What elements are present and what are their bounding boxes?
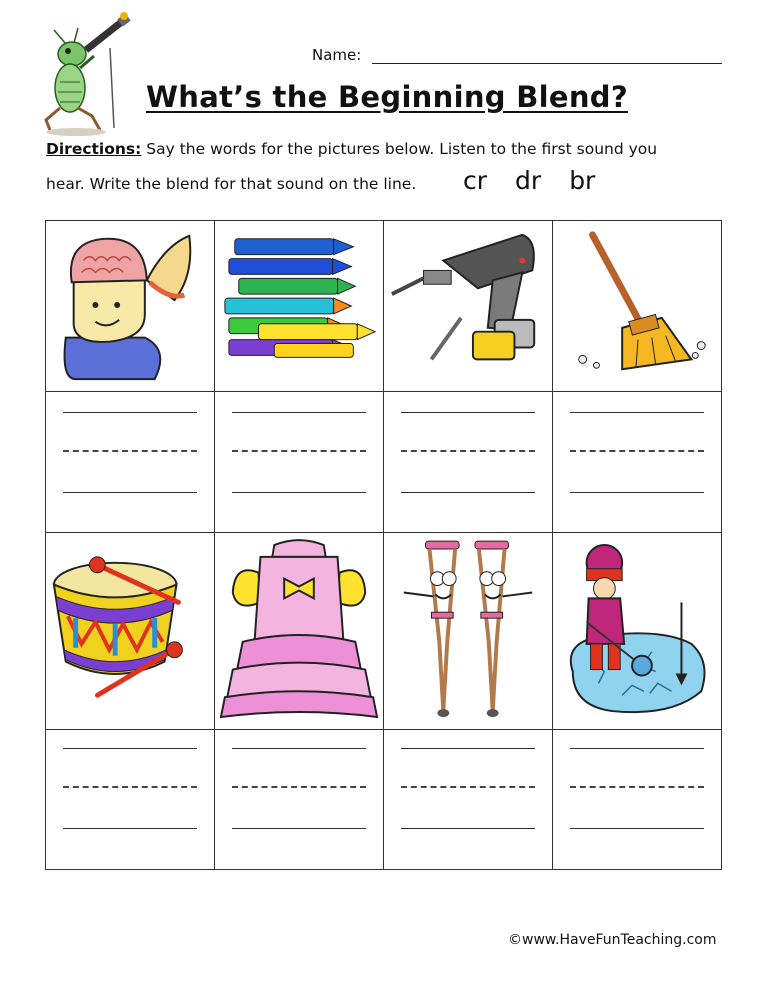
answer-cell[interactable] <box>383 391 553 533</box>
writing-line <box>232 748 366 749</box>
directions-label: Directions: <box>46 140 142 158</box>
answer-cell[interactable] <box>45 391 215 533</box>
dress-icon <box>215 533 383 729</box>
blend-option: br <box>569 166 596 195</box>
answer-cell[interactable] <box>214 729 384 870</box>
drill-icon <box>384 221 552 391</box>
crack-ice-icon <box>553 533 721 729</box>
broom-icon <box>553 221 721 391</box>
name-label: Name: <box>312 46 362 64</box>
picture-cell <box>214 220 384 392</box>
blend-option: dr <box>515 166 542 195</box>
midline-dashed <box>232 450 366 452</box>
writing-line <box>401 412 535 413</box>
writing-line <box>570 828 704 829</box>
name-field-line[interactable] <box>372 63 722 64</box>
midline-dashed <box>570 450 704 452</box>
answer-cell[interactable] <box>383 729 553 870</box>
midline-dashed <box>401 450 535 452</box>
drum-icon <box>46 533 214 729</box>
answer-cell[interactable] <box>552 391 722 533</box>
picture-cell <box>45 532 215 730</box>
brain-head-icon <box>46 221 214 391</box>
midline-dashed <box>401 786 535 788</box>
answer-cell[interactable] <box>45 729 215 870</box>
writing-line <box>401 828 535 829</box>
midline-dashed <box>63 786 197 788</box>
picture-cell <box>552 220 722 392</box>
writing-line <box>232 412 366 413</box>
picture-cell <box>552 532 722 730</box>
picture-cell <box>383 220 553 392</box>
writing-line <box>401 748 535 749</box>
writing-line <box>63 828 197 829</box>
picture-cell <box>383 532 553 730</box>
midline-dashed <box>232 786 366 788</box>
crutches-icon <box>384 533 552 729</box>
directions-line-2: hear. Write the blend for that sound on the line. <box>46 175 417 193</box>
writing-line <box>63 492 197 493</box>
writing-line <box>570 748 704 749</box>
writing-line <box>570 412 704 413</box>
crayons-icon <box>215 221 383 391</box>
writing-line <box>232 828 366 829</box>
page-title: What’s the Beginning Blend? <box>146 80 628 114</box>
answer-cell[interactable] <box>214 391 384 533</box>
directions-text-1: Say the words for the pictures below. Listen to the first sound you <box>141 140 658 158</box>
blend-option: cr <box>463 166 488 195</box>
writing-line <box>401 492 535 493</box>
directions-line-1 <box>46 140 657 158</box>
writing-line <box>63 412 197 413</box>
writing-line <box>232 492 366 493</box>
grasshopper-mascot-icon <box>36 8 146 138</box>
blend-options <box>463 166 623 195</box>
midline-dashed <box>63 450 197 452</box>
picture-cell <box>214 532 384 730</box>
writing-line <box>570 492 704 493</box>
worksheet-grid <box>45 220 722 870</box>
midline-dashed <box>570 786 704 788</box>
answer-cell[interactable] <box>552 729 722 870</box>
footer-copyright: ©www.HaveFunTeaching.com <box>508 932 717 948</box>
writing-line <box>63 748 197 749</box>
picture-cell <box>45 220 215 392</box>
